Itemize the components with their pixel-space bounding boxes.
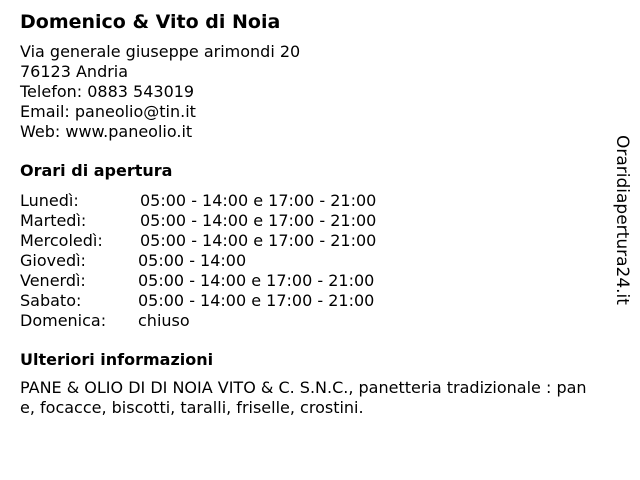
day-hours: 05:00 - 14:00 e 17:00 - 21:00 [138,291,375,310]
day-hours: 05:00 - 14:00 e 17:00 - 21:00 [138,271,375,290]
hours-row-wednesday [20,231,600,251]
day-label: Mercoledì: [20,231,103,250]
hours-heading: Orari di apertura [20,161,173,180]
day-hours: 05:00 - 14:00 e 17:00 - 21:00 [140,191,377,210]
day-label: Lunedì: [20,191,79,210]
day-label: Giovedì: [20,251,86,270]
site-watermark: Oraridiapertura24.it [612,135,632,305]
day-hours: chiuso [138,311,190,330]
day-label: Sabato: [20,291,82,310]
address-street: Via generale giuseppe arimondi 20 [20,42,301,61]
phone-line[interactable]: Telefon: 0883 543019 [20,82,195,101]
hours-table [20,191,600,331]
day-label: Venerdì: [20,271,86,290]
day-label: Martedì: [20,211,87,230]
business-name: Domenico & Vito di Noia [20,11,281,33]
hours-row-monday [20,191,600,211]
email-line[interactable]: Email: paneolio@tin.it [20,102,196,121]
web-line[interactable]: Web: www.paneolio.it [20,122,193,141]
day-hours: 05:00 - 14:00 e 17:00 - 21:00 [140,211,377,230]
info-heading: Ulteriori informazioni [20,350,214,369]
business-card [20,10,600,418]
day-label: Domenica: [20,311,107,330]
day-hours: 05:00 - 14:00 [138,251,247,270]
day-hours: 05:00 - 14:00 e 17:00 - 21:00 [140,231,377,250]
hours-row-tuesday [20,211,600,231]
hours-row-friday [20,271,600,291]
contact-block [20,42,600,142]
hours-row-sunday [20,311,600,331]
hours-row-thursday [20,251,600,271]
address-city: 76123 Andria [20,62,129,81]
info-description: PANE & OLIO DI DI NOIA VITO & C. S.N.C., panetteria tradizionale : pane, focacce, biscotti, taralli, friselle, crostini. [20,378,587,417]
hours-row-saturday [20,291,600,311]
